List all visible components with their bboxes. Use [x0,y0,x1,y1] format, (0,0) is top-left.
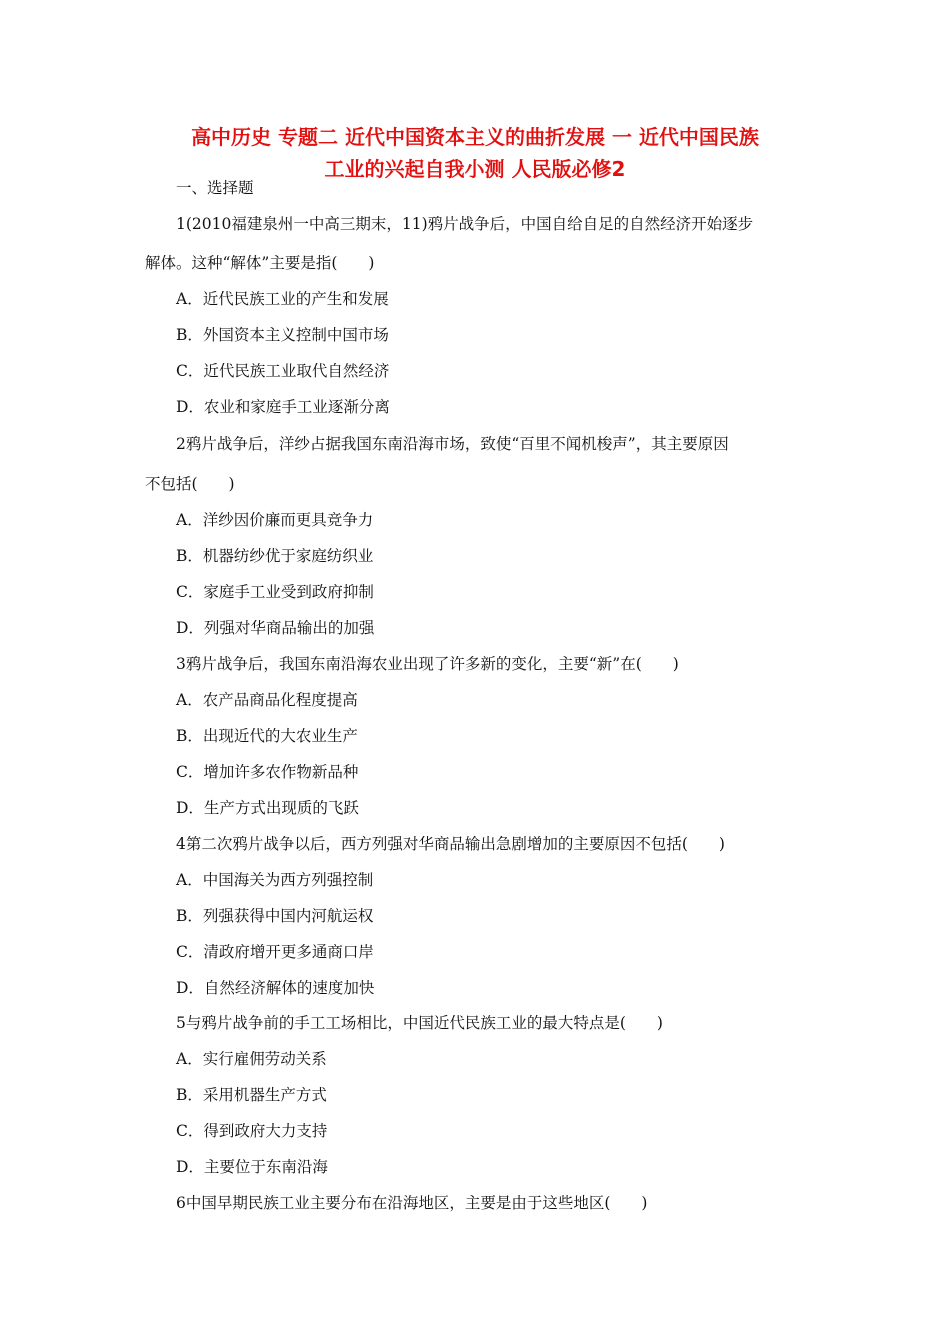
question-2-option-c: C．家庭手工业受到政府抑制 [176,583,374,601]
question-4-option-b: B．列强获得中国内河航运权 [176,907,374,925]
section-heading: 一、选择题 [176,179,254,197]
question-1-option-a: A．近代民族工业的产生和发展 [176,290,389,308]
question-4-option-a: A．中国海关为西方列强控制 [176,871,374,889]
question-5-stem: 5与鸦片战争前的手工工场相比，中国近代民族工业的最大特点是( ) [176,1014,663,1032]
question-3-option-d: D．生产方式出现质的飞跃 [176,799,359,817]
question-4-option-c: C．清政府增开更多通商口岸 [176,943,374,961]
question-2-option-b: B．机器纺纱优于家庭纺织业 [176,547,374,565]
question-5-option-b: B．采用机器生产方式 [176,1086,327,1104]
question-1-stem-cont: 解体。这种“解体”主要是指( ) [145,254,375,272]
question-2-stem: 2鸦片战争后，洋纱占据我国东南沿海市场，致使“百里不闻机梭声”，其主要原因 [176,435,729,453]
question-3-option-a: A．农产品商品化程度提高 [176,691,358,709]
document-title-line-2: 工业的兴起自我小测 人民版必修2 [324,157,626,181]
question-4-stem: 4第二次鸦片战争以后，西方列强对华商品输出急剧增加的主要原因不包括( ) [176,835,725,853]
question-3-option-b: B．出现近代的大农业生产 [176,727,358,745]
question-3-option-c: C．增加许多农作物新品种 [176,763,359,781]
question-1-option-b: B．外国资本主义控制中国市场 [176,326,389,344]
document-title-line-1: 高中历史 专题二 近代中国资本主义的曲折发展 一 近代中国民族 [191,125,759,149]
question-3-stem: 3鸦片战争后，我国东南沿海农业出现了许多新的变化，主要“新”在( ) [176,655,679,673]
question-1-option-c: C．近代民族工业取代自然经济 [176,362,390,380]
question-1-stem: 1(2010福建泉州一中高三期末，11)鸦片战争后，中国自给自足的自然经济开始逐步 [176,215,754,233]
question-1-option-d: D．农业和家庭手工业逐渐分离 [176,398,390,416]
question-2-option-a: A．洋纱因价廉而更具竞争力 [176,511,374,529]
question-5-option-a: A．实行雇佣劳动关系 [176,1050,327,1068]
question-6-stem: 6中国早期民族工业主要分布在沿海地区，主要是由于这些地区( ) [176,1194,648,1212]
question-4-option-d: D．自然经济解体的速度加快 [176,979,375,997]
question-5-option-c: C．得到政府大力支持 [176,1122,328,1140]
question-2-option-d: D．列强对华商品输出的加强 [176,619,375,637]
question-5-option-d: D．主要位于东南沿海 [176,1158,328,1176]
question-2-stem-cont: 不包括( ) [145,475,235,493]
